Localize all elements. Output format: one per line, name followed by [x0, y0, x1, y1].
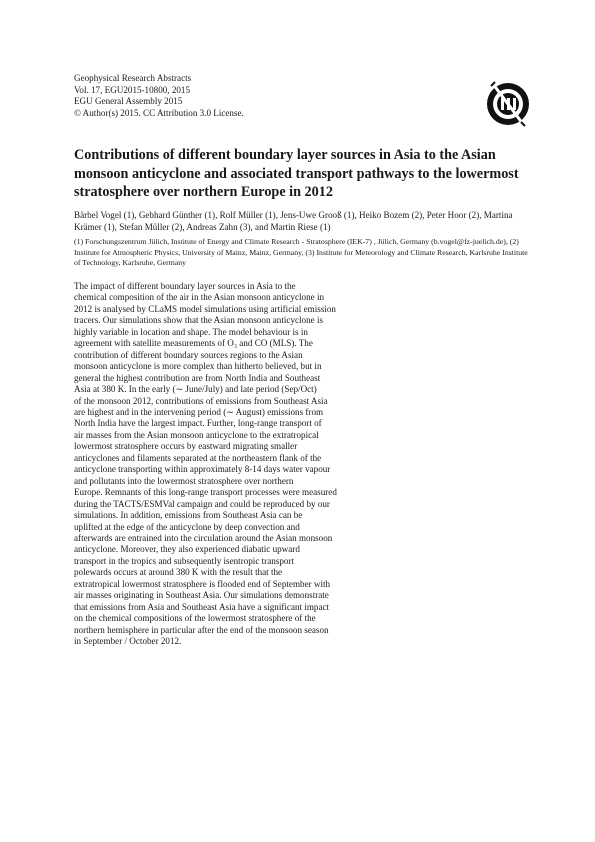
abstract-title: Contributions of different boundary layer sources in Asia to the Asian monsoon anticyclone and associated transport pathways to the lowermost stratosphere over northern Europe in 2012	[74, 147, 519, 200]
abstract-line: monsoon anticyclone is more complex than hitherto believed, but in	[74, 361, 322, 372]
abstract-line: and pollutants into the lowermost stratosphere over northern	[74, 475, 294, 486]
abstract-line: general the highest contribution are from North India and Southeast	[74, 372, 321, 383]
abstract-line: polewards occurs at around 380 K with the result that the	[74, 567, 283, 578]
author-list: Bärbel Vogel (1), Gebhard Günther (1), Rolf Müller (1), Jens-Uwe Grooß (1), Heiko Bozem (2), Peter Hoor (2), Martina Krämer (1), Stefan Müller (2), Andreas Zahn (3), and Martin Riese (1)	[74, 210, 513, 232]
egu-logo-icon	[483, 78, 533, 128]
abstract-line: agreement with satellite measurements of O₃ and CO (MLS). The	[74, 338, 313, 349]
abstract-line: during the TACTS/ESMVal campaign and could be reproduced by our	[74, 498, 330, 509]
abstract-line: North India have the largest impact. Further, long-range transport of	[74, 418, 322, 429]
license-line: © Author(s) 2015. CC Attribution 3.0 License.	[74, 107, 244, 118]
abstract-line: The impact of different boundary layer sources in Asia to the	[74, 281, 296, 291]
abstract-line: tracers. Our simulations show that the Asian monsoon anticyclone is	[74, 315, 324, 326]
abstract-line: anticyclone. Moreover, they also experienced diabatic upward	[74, 544, 300, 555]
abstract-line: 2012 is analysed by CLaMS model simulations using artificial emission	[74, 303, 336, 314]
journal-header	[74, 73, 244, 119]
abstract-line: simulations. In addition, emissions from Southeast Asia can be	[74, 510, 303, 521]
abstract-line: afterwards are entrained into the circulation around the Asian monsoon	[74, 532, 333, 543]
abstract-line: anticyclone transporting within approximately 8-14 days water vapour	[74, 464, 331, 475]
abstract-line: lowermost stratosphere occurs by eastward migrating smaller	[74, 441, 298, 452]
journal-name: Geophysical Research Abstracts	[74, 73, 192, 83]
affiliations: (1) Forschungszentrum Jülich, Institute of Energy and Climate Research - Stratosphere (IEK-7) , Jülich, Germany (b.vogel@fz-juelich.de), (2) Institute for Atmospheric Physics, University of Mainz, Mainz, Germany, (3) Institute for Meteorology and Climate Research, Karlsruhe Institute of Technology, Karlsruhe, Germany	[74, 237, 528, 267]
abstract-line: are highest and in the intervening period (∼ August) emissions from	[74, 406, 324, 417]
abstract-line: anticyclones and filaments separated at the northeastern flank of the	[74, 452, 322, 463]
abstract-line: on the chemical compositions of the lowermost stratosphere of the	[74, 613, 316, 624]
abstract-line: chemical composition of the air in the Asian monsoon anticyclone in	[74, 292, 325, 303]
abstract-line: air masses from the Asian monsoon anticyclone to the extratropical	[74, 429, 319, 440]
abstract-line: in September / October 2012.	[74, 636, 182, 647]
abstract-line: northern hemisphere in particular after the end of the monsoon season	[74, 624, 329, 635]
abstract-line: extratropical lowermost stratosphere is flooded end of September with	[74, 578, 331, 589]
abstract-line: highly variable in location and shape. The model behaviour is in	[74, 326, 308, 337]
abstract-body	[74, 281, 374, 648]
abstract-line: uplifted at the edge of the anticyclone by deep convection and	[74, 521, 300, 532]
abstract-line: Europe. Remnants of this long-range transport processes were measured	[74, 487, 337, 498]
abstract-line: contribution of different boundary sources regions to the Asian	[74, 349, 303, 360]
volume-line: Vol. 17, EGU2015-10800, 2015	[74, 84, 191, 95]
assembly-line: EGU General Assembly 2015	[74, 96, 183, 107]
abstract-line: that emissions from Asia and Southeast Asia have a significant impact	[74, 601, 330, 612]
abstract-line: air masses originating in Southeast Asia. Our simulations demonstrate	[74, 590, 329, 601]
abstract-line: transport in the tropics and subsequently isentropic transport	[74, 555, 294, 566]
abstract-line: Asia at 380 K. In the early (∼ June/July) and late period (Sep/Oct)	[74, 384, 317, 395]
abstract-line: of the monsoon 2012, contributions of emissions from Southeast Asia	[74, 395, 328, 406]
